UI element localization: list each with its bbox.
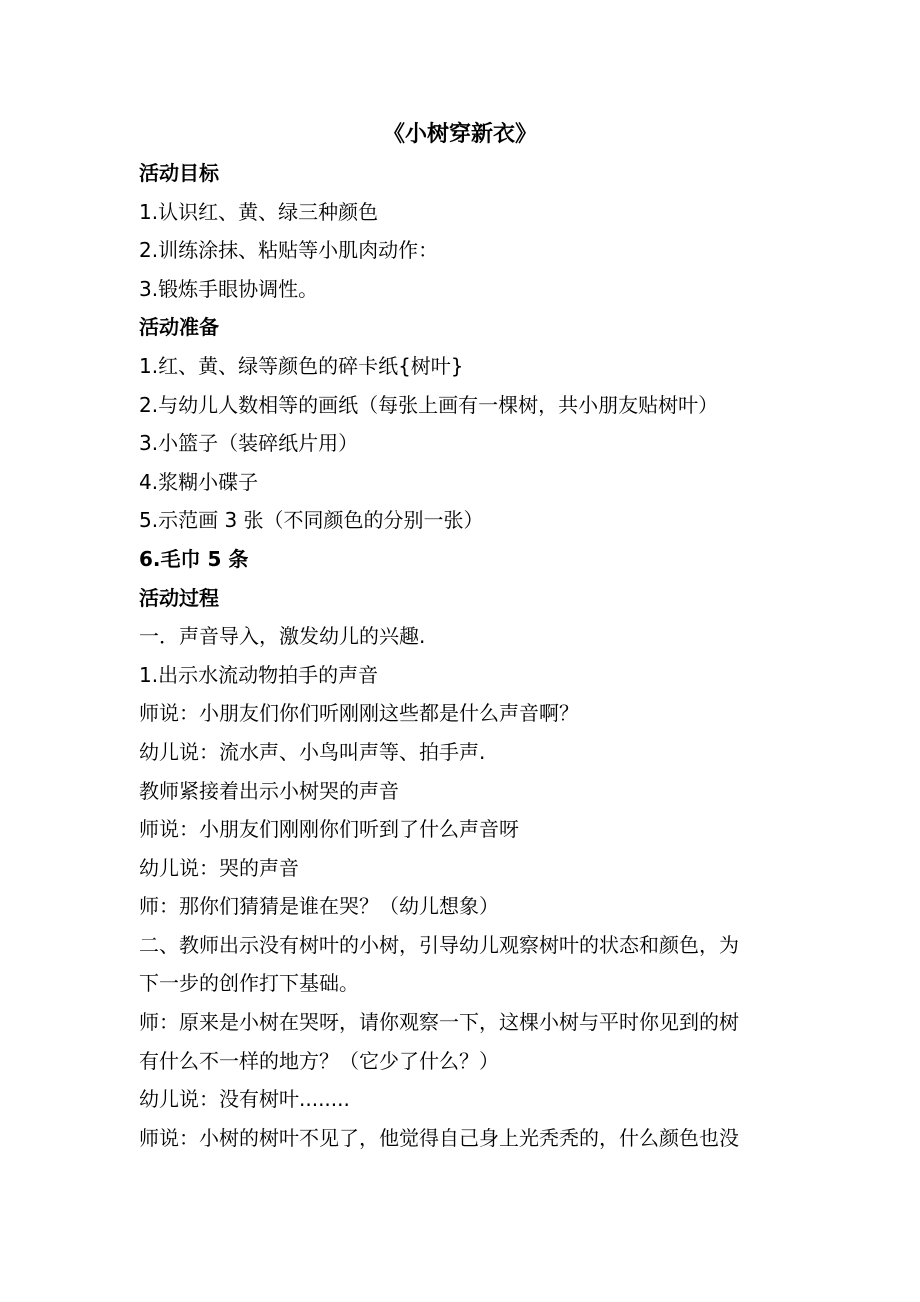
preparation-item: 3.小篮子（装碎纸片用）	[139, 431, 359, 456]
process-line: 下一步的创作打下基础。	[139, 971, 359, 996]
process-line: 幼儿说：哭的声音	[139, 855, 299, 880]
preparation-item: 2.与幼儿人数相等的画纸（每张上画有一棵树，共小朋友贴树叶）	[139, 392, 719, 417]
process-line: 教师紧接着出示小树哭的声音	[139, 778, 399, 803]
goal-item: 2.训练涂抹、粘贴等小肌肉动作：	[139, 238, 439, 263]
document-title: 《小树穿新衣》	[382, 122, 537, 147]
section-heading-process: 活动过程	[139, 585, 219, 610]
document-body	[139, 154, 789, 1157]
process-line: 有什么不一样的地方？（它少了什么？）	[139, 1048, 499, 1073]
process-line: 1.出示水流动物拍手的声音	[139, 662, 379, 687]
preparation-item: 6.毛巾 5 条	[139, 546, 249, 571]
section-heading-preparation: 活动准备	[139, 315, 219, 340]
process-line: 师说：小朋友们你们听刚刚这些都是什么声音啊？	[139, 701, 579, 726]
preparation-item: 4.浆糊小碟子	[139, 469, 259, 494]
process-line: 师说：小树的树叶不见了，他觉得自己身上光秃秃的，什么颜色也没	[139, 1125, 739, 1150]
process-line: 幼儿说：流水声、小鸟叫声等、拍手声.	[139, 739, 486, 764]
process-line: 二、教师出示没有树叶的小树，引导幼儿观察树叶的状态和颜色，为	[139, 932, 739, 957]
process-line: 一．声音导入，激发幼儿的兴趣.	[139, 624, 426, 649]
goal-item: 1.认识红、黄、绿三种颜色	[139, 199, 379, 224]
process-line: 师：原来是小树在哭呀，请你观察一下，这棵小树与平时你见到的树	[139, 1010, 739, 1035]
process-line: 师：那你们猜猜是谁在哭？（幼儿想象）	[139, 894, 499, 919]
section-heading-goals: 活动目标	[139, 161, 219, 185]
goal-item: 3.锻炼手眼协调性。	[139, 276, 319, 301]
process-line: 师说：小朋友们刚刚你们听到了什么声音呀	[139, 817, 519, 842]
process-line: 幼儿说：没有树叶........	[139, 1087, 350, 1112]
preparation-item: 1.红、黄、绿等颜色的碎卡纸{树叶}	[139, 353, 464, 378]
preparation-item: 5.示范画 3 张（不同颜色的分别一张）	[139, 508, 484, 533]
